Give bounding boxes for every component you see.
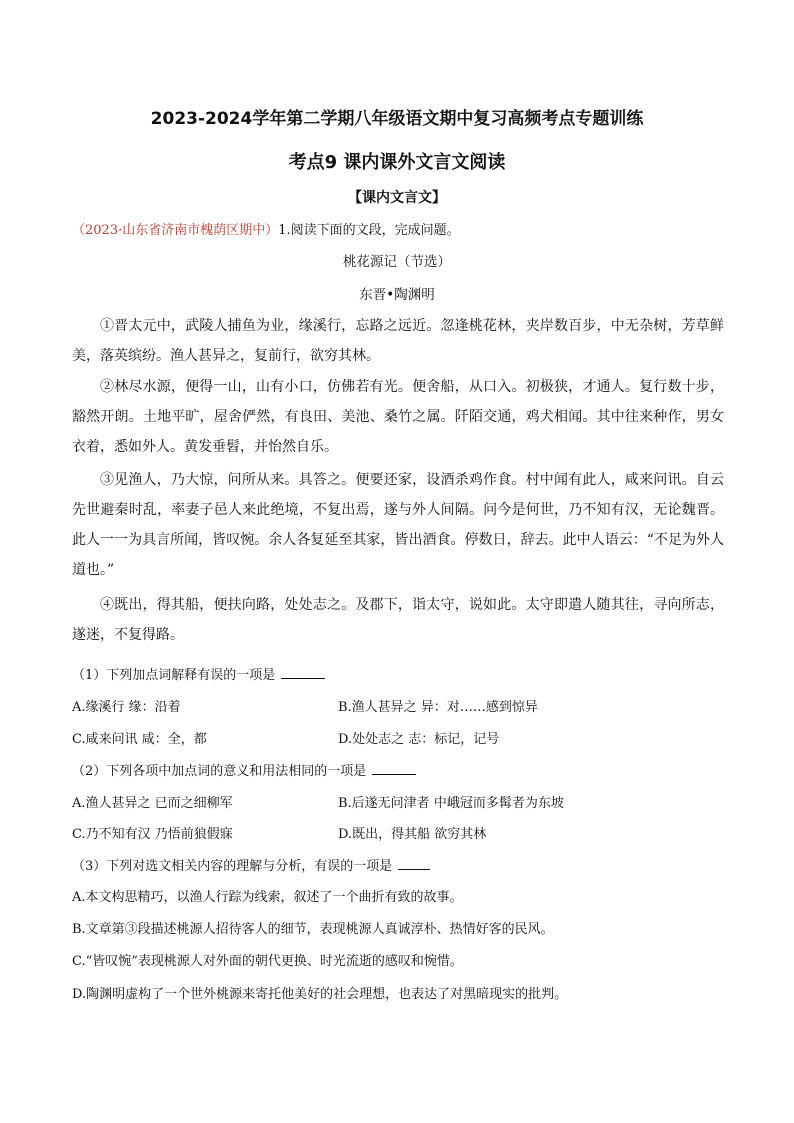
question-3-option-c: C.“皆叹惋”表现桃源人对外面的朝代更换、时光流逝的感叹和惋惜。 [72, 954, 463, 969]
question-1-option-a: A.缘溪行 缘：沿着 [72, 700, 181, 715]
question-2-options-row-1 [72, 792, 732, 812]
question-3-text: （3）下列对选文相关内容的理解与分析，有误的一项是 [72, 859, 393, 874]
passage-title: 桃花源记（节选） [343, 254, 451, 270]
question-intro [72, 219, 732, 238]
question-1-options-row-1 [72, 696, 732, 716]
question-3-stem [72, 855, 430, 874]
question-1-stem [72, 664, 325, 683]
passage-paragraph-1: ①晋太元中，武陵人捕鱼为业，缘溪行，忘路之远近。忽逢桃花林，夹岸数百步，中无杂树，芳草鲜美，落英缤纷。渔人甚异之，复前行，欲穷其林。 [72, 318, 724, 364]
question-2-option-c: C.乃不知有汉 乃悟前狼假寐 [72, 827, 233, 842]
question-1-option-c: C.咸来问讯 咸：全，都 [72, 732, 207, 747]
question-instruction: 1.阅读下面的文段，完成问题。 [278, 223, 460, 238]
section-heading: 【课内文言文】 [348, 190, 446, 206]
question-2-option-d: D.既出，得其船 欲穷其林 [338, 827, 487, 842]
question-2-option-b: B.后遂无问津者 中峨冠而多髯者为东坡 [338, 796, 564, 811]
passage-author: 东晋•陶渊明 [359, 287, 435, 303]
question-1-options-row-2 [72, 728, 732, 748]
passage-paragraph-3: ③见渔人，乃大惊，问所从来。具答之。便要还家，设酒杀鸡作食。村中闻有此人，咸来问讯。自云先世避秦时乱，率妻子邑人来此绝境，不复出焉，遂与外人间隔。问今是何世，乃不知有汉，无论魏晋。此人一一为具言所闻，皆叹惋。余人各复延至其家，皆出酒食。停数日，辞去。此中人语云：“不足为外人道也。” [72, 472, 724, 578]
passage-paragraph-4: ④既出，得其船，便扶向路，处处志之。及郡下，诣太守，说如此。太守即遣人随其往，寻向所志，遂迷，不复得路。 [72, 597, 724, 643]
question-1-option-b: B.渔人甚异之 异：对……感到惊异 [338, 700, 538, 715]
question-2-stem [72, 760, 416, 779]
answer-blank-2 [372, 762, 416, 775]
question-1-option-d: D.处处志之 志：标记，记号 [338, 732, 500, 747]
question-3-option-b: B.文章第③段描述桃源人招待客人的细节，表现桃源人真诚淳朴、热情好客的民风。 [72, 922, 554, 937]
answer-blank-3 [398, 857, 430, 870]
passage-paragraph-2: ②林尽水源，便得一山，山有小口，仿佛若有光。便舍船，从口入。初极狭，才通人。复行数十步，豁然开朗。土地平旷，屋舍俨然，有良田、美池、桑竹之属。阡陌交通，鸡犬相闻。其中往来种作，男女衣着，悉如外人。黄发垂髫，并怡然自乐。 [72, 379, 724, 455]
question-2-option-a: A.渔人甚异之 已而之细柳军 [72, 796, 233, 811]
question-3-option-a: A.本文构思精巧，以渔人行踪为线索，叙述了一个曲折有致的故事。 [72, 890, 463, 905]
document-title: 2023-2024学年第二学期八年级语文期中复习高频考点专题训练 [150, 109, 644, 129]
question-source: （2023·山东省济南市槐荫区期中） [72, 223, 279, 238]
document-subtitle: 考点9 课内课外文言文阅读 [288, 152, 506, 173]
question-1-text: （1）下列加点词解释有误的一项是 [72, 668, 276, 683]
answer-blank-1 [281, 666, 325, 679]
question-2-text: （2）下列各项中加点词的意义和用法相同的一项是 [72, 764, 367, 779]
question-3-option-d: D.陶渊明虚构了一个世外桃源来寄托他美好的社会理想，也表达了对黑暗现实的批判。 [72, 987, 568, 1002]
question-2-options-row-2 [72, 823, 732, 843]
